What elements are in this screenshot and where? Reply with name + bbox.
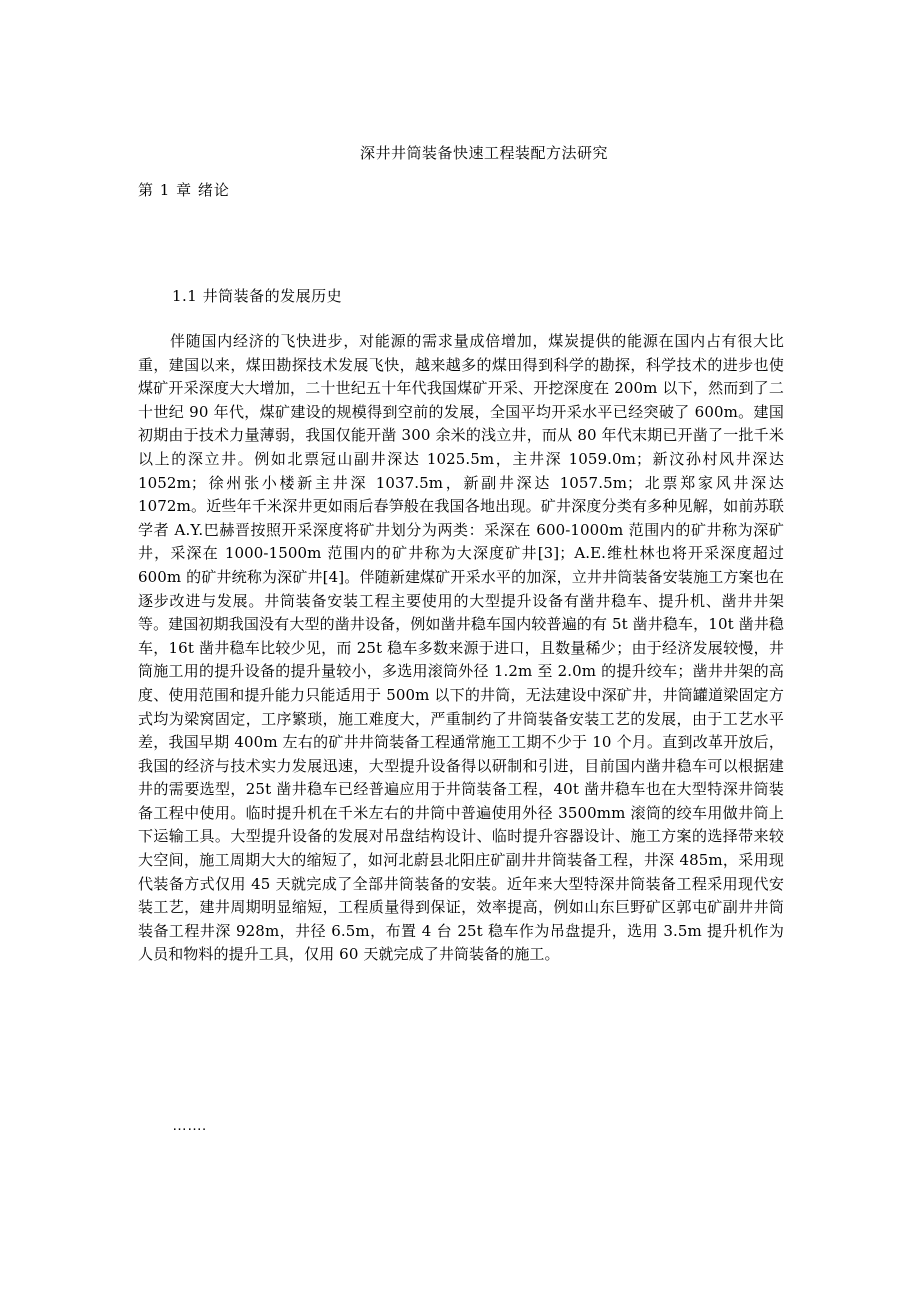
continuation-ellipsis: ……. bbox=[172, 1117, 207, 1134]
document-title bbox=[0, 142, 920, 163]
body-paragraph: 伴随国内经济的飞快进步，对能源的需求量成倍增加，煤炭提供的能源在国内占有很大比重，建国以来，煤田勘探技术发展飞快，越来越多的煤田得到科学的勘探，科学技术的进步也使煤矿开采深度大大增加，二十世纪五十年代我国煤矿开采、开挖深度在 200m 以下，然而到了二十世纪 90 年代，煤矿建设的规模得到空前的发展，全国平均开采水平已经突破了 600m。建国初期由于技术力量薄弱，我国仅能开凿 300 余米的浅立井，而从 80 年代末期已开凿了一批千米以上的深立井。例如北票冠山副井深达 1025.5m，主井深 1059.0m；新汶孙村风井深达 1052m；徐州张小楼新主井深 1037.5m，新副井深达 1057.5m；北票郑家风井深达 1072m。近些年千米深井更如雨后春笋般在我国各地出现。矿井深度分类有多种见解，如前苏联学者 A.Y.巴赫晋按照开采深度将矿井划分为两类：采深在 600-1000m 范围内的矿井称为深矿井，采深在 1000-1500m 范围内的矿井称为大深度矿井[3]；A.E.维杜林也将开采深度超过 600m 的矿井统称为深矿井[4]。伴随新建煤矿开采水平的加深，立井井筒装备安装施工方案也在逐步改进与发展。井筒装备安装工程主要使用的大型提升设备有凿井稳车、提升机、凿井井架等。建国初期我国没有大型的凿井设备，例如凿井稳车国内较普遍的有 5t 凿井稳车，10t 凿井稳车，16t 凿井稳车比较少见，而 25t 稳车多数来源于进口，且数量稀少；由于经济发展较慢，井筒施工用的提升设备的提升量较小，多选用滚筒外径 1.2m 至 2.0m 的提升绞车；凿井井架的高度、使用范围和提升能力只能适用于 500m 以下的井筒，无法建设中深矿井，井筒罐道梁固定方式均为梁窝固定，工序繁琐，施工难度大，严重制约了井筒装备安装工艺的发展，由于工艺水平差，我国早期 400m 左右的矿井井筒装备工程通常施工工期不少于 10 个月。直到改革开放后，我国的经济与技术实力发展迅速，大型提升设备得以研制和引进，目前国内凿井稳车可以根据建井的需要选型，25t 凿井稳车已经普遍应用于井筒装备工程，40t 凿井稳车也在大型特深井筒装备工程中使用。临时提升机在千米左右的井筒中普遍使用外径 3500mm 滚筒的绞车用做井筒上下运输工具。大型提升设备的发展对吊盘结构设计、临时提升容器设计、施工方案的选择带来较大空间，施工周期大大的缩短了，如河北蔚县北阳庄矿副井井筒装备工程，井深 485m，采用现代装备方式仅用 45 天就完成了全部井筒装备的安装。近年来大型特深井筒装备工程采用现代安装工艺，建井周期明显缩短，工程质量得到保证，效率提高，例如山东巨野矿区郭屯矿副井井筒装备工程井深 928m，井径 6.5m，布置 4 台 25t 稳车作为吊盘提升，选用 3.5m 提升机作为人员和物料的提升工具，仅用 60 天就完成了井筒装备的施工。 bbox=[138, 332, 784, 964]
section-heading: 1.1 井筒装备的发展历史 bbox=[172, 287, 343, 305]
document-title-text: 深井井筒装备快速工程装配方法研究 bbox=[359, 144, 608, 162]
chapter-heading: 第 1 章 绪论 bbox=[138, 181, 230, 199]
